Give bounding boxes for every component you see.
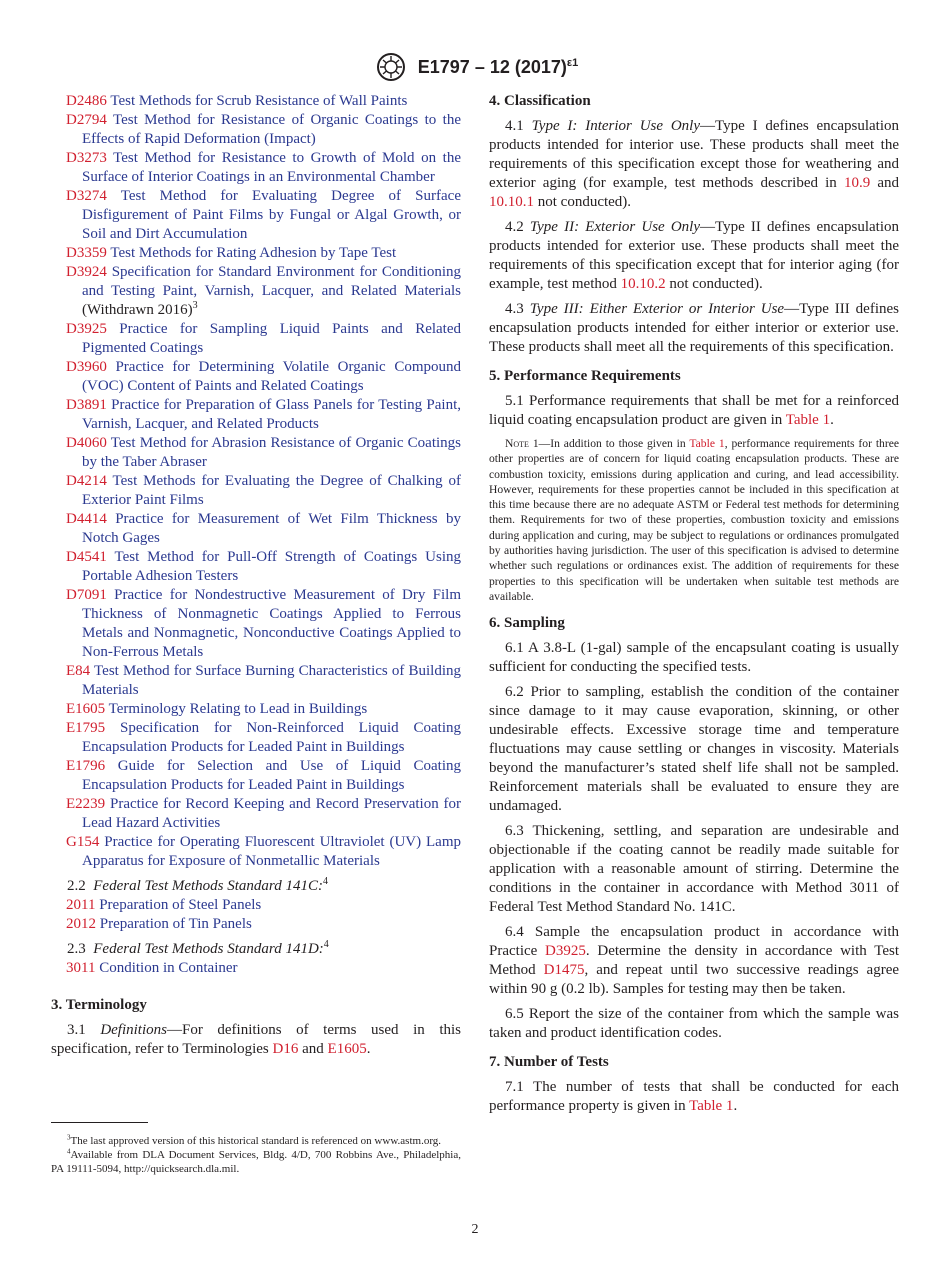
reference-item [51, 586, 461, 662]
link-d1475[interactable]: D1475 [543, 962, 585, 979]
reference-item [51, 896, 461, 915]
reference-item [51, 263, 461, 320]
reference-title-link[interactable]: Practice for Determining Volatile Organic Compound (VOC) Content of Paints and Related Coatings [82, 359, 461, 394]
reference-title-link[interactable]: Practice for Nondestructive Measurement of Dry Film Thickness of Nonmagnetic Coatings Applied to Ferrous Metals and Nonmagnetic, Nonconductive Coatings Applied to Non-Ferrous Metals [82, 587, 461, 660]
reference-item [51, 396, 461, 434]
reference-code-link[interactable]: D3924 [66, 264, 107, 280]
fed-141c-list [51, 896, 461, 934]
paragraph-4-1: 4.1 Type I: Interior Use Only—Type I defines encapsulation products intended for interior use. These products shall meet the requirements of this specification except those for weathering and exterior aging (for example, test methods described in 10.9 and 10.10.1 not conducted). [489, 118, 899, 210]
section-2-3: 2.3 Federal Test Methods Standard 141D:$^4$ [67, 939, 329, 957]
footnote-3: $^3$The last approved version of this historical standard is referenced on www.astm.org. [67, 1133, 442, 1147]
reference-code-link[interactable]: E1605 [66, 701, 106, 717]
section-4-heading: 4. Classification [489, 93, 591, 109]
link-table-1[interactable]: Table 1 [785, 412, 831, 428]
reference-code-link[interactable]: E1795 [66, 720, 106, 736]
paragraph-3-1: 3.1 Definitions—For definitions of terms used in this specification, refer to Terminologies D16 and E1605. [51, 1022, 461, 1057]
reference-item [51, 472, 461, 510]
reference-item [51, 915, 461, 934]
section-2-2: 2.2 Federal Test Methods Standard 141C:$^4$ [67, 876, 328, 894]
reference-code-link[interactable]: D2794 [66, 112, 107, 128]
section-3-heading: 3. Terminology [51, 997, 147, 1013]
reference-code-link[interactable]: 2011 [66, 897, 96, 913]
standard-designation: E1797 – 12 $(2017)^{\varepsilon 1}$ [417, 56, 579, 77]
paragraph-6-2: 6.2 Prior to sampling, establish the condition of the container since damage to it may cause evaporation, skinning, or other undesirable effects. Excessive storage time and temperature fluctuations may cause settling or changes in viscosity. Materials beyond the manufacturer’s stated shelf life shall not be sampled. Reinforcement materials shall be evaluated to ensure they are undamaged. [489, 684, 899, 815]
reference-code-link[interactable]: E84 [66, 663, 91, 679]
right-column [489, 92, 899, 1116]
reference-title-link[interactable]: Test Methods for Scrub Resistance of Wall Paints [110, 93, 408, 109]
reference-title-link[interactable]: Terminology Relating to Lead in Buildings [108, 701, 368, 717]
paragraph-6-3: 6.3 Thickening, settling, and separation are undesirable and objectionable if the coating cannot be readily made suitable for application with a reasonable amount of stirring. Determine the conditions in the container in accordance with Method 3011 of Federal Test Method Standard No. 141C. [489, 823, 899, 916]
reference-code-link[interactable]: D3273 [66, 150, 107, 166]
reference-list [51, 92, 461, 871]
reference-item [51, 244, 461, 263]
link-10-9[interactable]: 10.9 [843, 175, 871, 191]
reference-code-link[interactable]: D3960 [66, 359, 107, 375]
link-table-1-sec7[interactable]: Table 1 [689, 1098, 734, 1115]
section-6-heading: 6. Sampling [489, 615, 565, 632]
reference-item [51, 662, 461, 700]
reference-item [51, 757, 461, 795]
reference-title-link[interactable]: Condition in Container [99, 960, 238, 976]
reference-code-link[interactable]: D3359 [66, 245, 107, 261]
note-1: Note 1—In addition to those given in Table 1, performance requirements for three other properties are of concern for liquid coating encapsulation products. These are combustion toxicity, emissions during application and curing, and lead accessibility. However, requirements for these properties cannot be included in this specification at this time because there are no adequate ASTM or Federal test methods for determining them. Requirements for two of these properties, combustion toxicity and emissions during application and curing, may be subject to regulations or ordinances promulgated by authorities having jurisdiction. The user of this specification is advised to determine whether such regulations or ordinances exist. The addition of requirements for these properties to this specification will be undertaken when suitable test methods are available. [489, 437, 900, 603]
link-d3925[interactable]: D3925 [545, 943, 586, 960]
reference-title-link[interactable]: Test Method for Resistance to Growth of Mold on the Surface of Interior Coatings in an Environmental Chamber [82, 150, 461, 185]
reference-code-link[interactable]: E1796 [66, 758, 106, 774]
reference-item [51, 358, 461, 396]
reference-title-link[interactable]: Test Method for Surface Burning Characteristics of Building Materials [82, 663, 461, 698]
reference-title-link[interactable]: Test Method for Pull-Off Strength of Coatings Using Portable Adhesion Testers [82, 549, 461, 584]
link-10-10-2[interactable]: 10.10.2 [620, 276, 666, 292]
reference-title-link[interactable]: Test Method for Resistance of Organic Coatings to the Effects of Rapid Deformation (Impact) [82, 112, 461, 147]
reference-item [51, 700, 461, 719]
link-table-1-note[interactable]: Table 1 [689, 437, 725, 450]
reference-title-link[interactable]: Preparation of Steel Panels [99, 897, 262, 913]
reference-title-link[interactable]: Guide for Selection and Use of Liquid Coating Encapsulation Products for Leaded Paint in Buildings [82, 758, 461, 793]
reference-title-link[interactable]: Test Methods for Rating Adhesion by Tape Test [110, 245, 397, 261]
reference-item [51, 833, 461, 871]
reference-code-link[interactable]: 3011 [66, 960, 96, 976]
reference-code-link[interactable]: D4541 [66, 549, 107, 565]
paragraph-7-1: 7.1 The number of tests that shall be conducted for each performance property is given in Table 1. [489, 1079, 899, 1115]
fed-141d-list [51, 959, 461, 978]
reference-item [51, 719, 461, 757]
epsilon-superscript: ε1 [566, 56, 579, 69]
reference-title-link[interactable]: Practice for Measurement of Wet Film Thickness by Notch Gages [82, 511, 461, 546]
reference-title-link[interactable]: Test Method for Abrasion Resistance of Organic Coatings by the Taber Abraser [82, 435, 462, 470]
reference-code-link[interactable]: D3274 [66, 188, 107, 204]
reference-item [51, 795, 461, 833]
reference-title-link[interactable]: Practice for Record Keeping and Record Preservation for Lead Hazard Activities [82, 796, 461, 831]
reference-title-link[interactable]: Test Methods for Evaluating the Degree of Chalking of Exterior Paint Films [82, 473, 461, 508]
section-7-heading: 7. Number of Tests [489, 1054, 609, 1071]
reference-title-link[interactable]: Practice for Preparation of Glass Panels for Testing Paint, Varnish, Lacquer, and Related Products [82, 397, 461, 432]
page-number: 2 [471, 1222, 479, 1237]
reference-title-link[interactable]: Specification for Standard Environment for Conditioning and Testing Paint, Varnish, Lacquer, and Related Materials [82, 264, 461, 299]
reference-code-link[interactable]: D7091 [66, 587, 107, 603]
paragraph-6-1: 6.1 A 3.8-L (1-gal) sample of the encapsulant coating is usually sufficient for conducting the specified tests. [489, 640, 899, 676]
reference-item [51, 959, 461, 978]
section-5-heading: 5. Performance Requirements [489, 368, 681, 384]
paragraph-4-3: 4.3 Type III: Either Exterior or Interior Use—Type III defines encapsulation products intended for either interior or exterior use. These products shall meet all the requirements of this specification. [489, 301, 900, 355]
footnote-marker: 3 [192, 300, 198, 311]
reference-code-link[interactable]: D2486 [66, 93, 107, 109]
astm-logo [372, 52, 410, 82]
reference-code-link[interactable]: D3925 [66, 321, 107, 337]
reference-code-link[interactable]: D3891 [66, 397, 107, 413]
footnotes [51, 1134, 461, 1176]
footnote-4: $^4$Available from DLA Document Services, Bldg. 4/D, 700 Robbins Ave., Philadelphia, PA 19111-5094, http://quicksearch.dla.mil. [51, 1147, 461, 1175]
reference-item [51, 434, 461, 472]
reference-code-link[interactable]: 2012 [66, 916, 96, 932]
link-e1605[interactable]: E1605 [327, 1041, 367, 1057]
link-d16[interactable]: D16 [272, 1041, 299, 1057]
reference-title-link[interactable]: Preparation of Tin Panels [99, 916, 252, 932]
reference-title-link[interactable]: Specification for Non-Reinforced Liquid Coating Encapsulation Products for Leaded Paint in Buildings [82, 720, 462, 755]
reference-item [51, 111, 461, 149]
reference-item [51, 320, 461, 358]
reference-code-link[interactable]: G154 [66, 834, 100, 850]
paragraph-6-4: 6.4 Sample the encapsulation product in accordance with Practice D3925. Determine the density in accordance with Test Method D1475, and repeat until two successive readings agree within 90 g (0.2 lb). Samples for testing may then be taken. [489, 924, 900, 998]
paragraph-6-5: 6.5 Report the size of the container from which the sample was taken and product identification codes. [489, 1006, 899, 1042]
reference-title-link[interactable]: Practice for Sampling Liquid Paints and Related Pigmented Coatings [82, 321, 462, 356]
reference-item [51, 548, 461, 586]
reference-code-link[interactable]: E2239 [66, 796, 106, 812]
left-column [51, 92, 461, 1059]
paragraph-5-1: 5.1 Performance requirements that shall be met for a reinforced liquid coating encapsulation product are given in Table 1. [489, 393, 899, 428]
paragraph-4-2: 4.2 Type II: Exterior Use Only—Type II defines encapsulation products intended for exterior use. These products shall meet the requirements of this specification except that for interior aging (for example, test method 10.10.2 not conducted). [489, 219, 899, 292]
reference-item [51, 92, 461, 111]
footnote-divider [51, 1122, 148, 1123]
reference-suffix: (Withdrawn 2016) [82, 302, 193, 318]
link-10-10-1[interactable]: 10.10.1 [489, 194, 534, 210]
reference-code-link[interactable]: D4214 [66, 473, 107, 489]
reference-item [51, 149, 461, 187]
reference-title-link[interactable]: Test Method for Evaluating Degree of Surface Disfigurement of Paint Films by Fungal or Algal Growth, or Soil and Dirt Accumulation [82, 188, 461, 242]
page-header [0, 52, 950, 84]
reference-item [51, 510, 461, 548]
reference-item [51, 187, 461, 244]
reference-code-link[interactable]: D4414 [66, 511, 107, 527]
reference-code-link[interactable]: D4060 [66, 435, 107, 451]
reference-title-link[interactable]: Practice for Operating Fluorescent Ultraviolet (UV) Lamp Apparatus for Exposure of Nonmetallic Materials [82, 834, 461, 869]
